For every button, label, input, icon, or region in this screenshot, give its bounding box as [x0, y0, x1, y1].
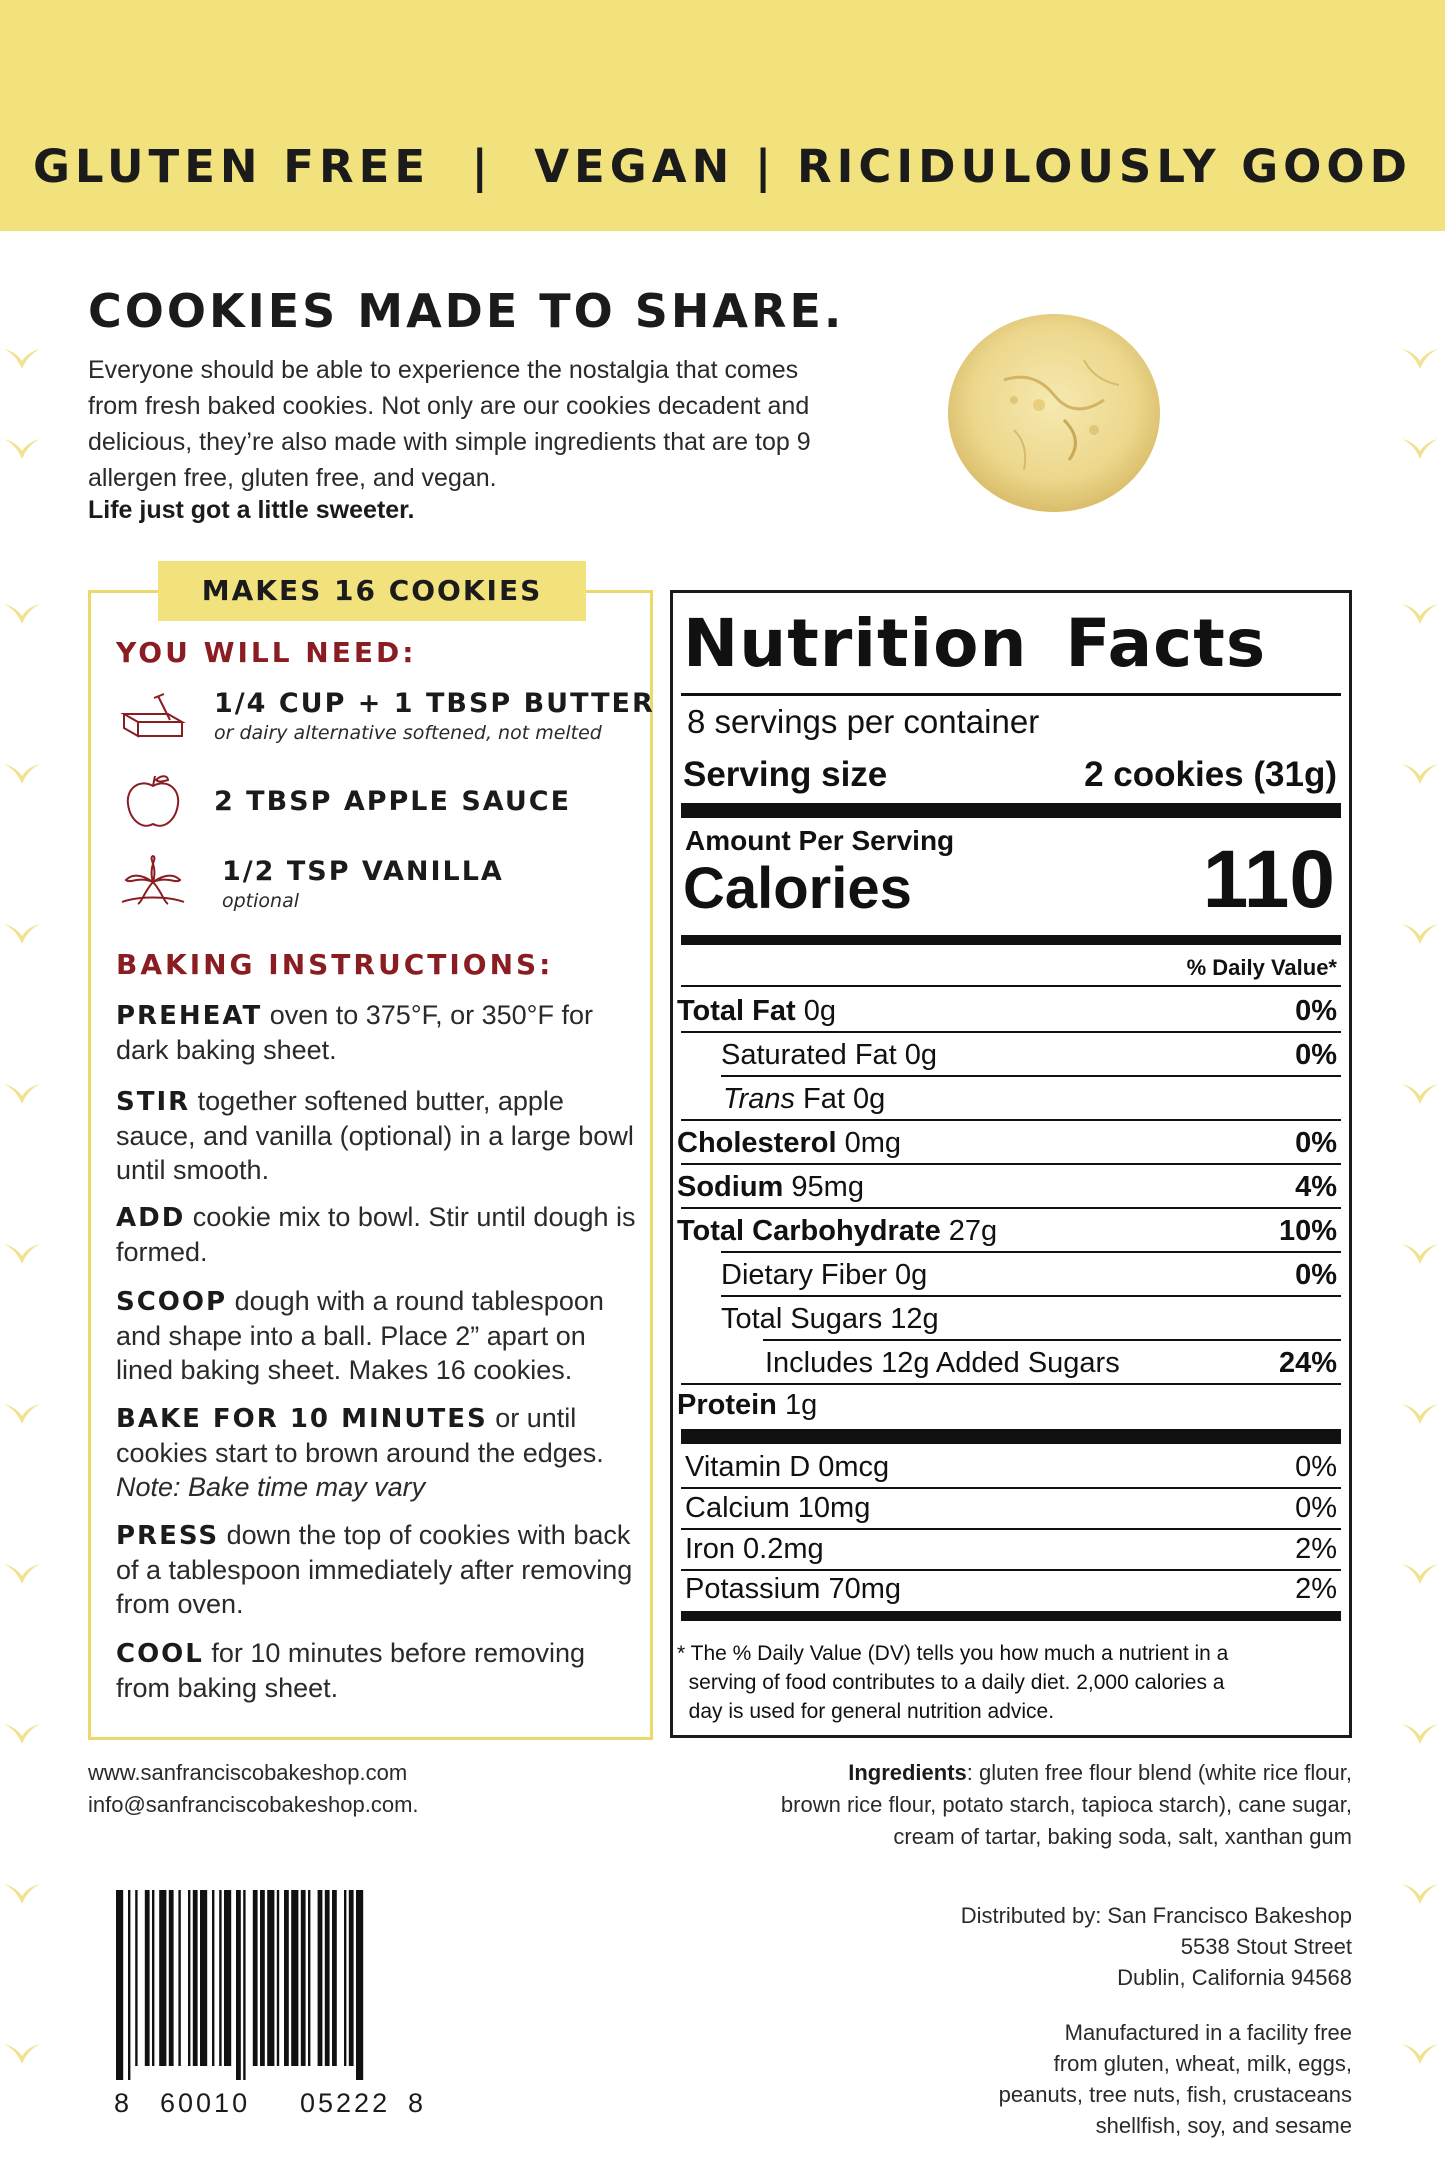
chevron-decoration-icon: [2, 1720, 42, 1746]
website-link[interactable]: www.sanfranciscobakeshop.com: [88, 1760, 408, 1785]
chevron-decoration-icon: [2, 1080, 42, 1106]
serving-size-row: Serving size 2 cookies (31g): [683, 755, 1337, 794]
intro-tagline: Life just got a little sweeter.: [88, 496, 415, 524]
chevron-decoration-icon: [1400, 435, 1440, 461]
chevron-decoration-icon: [1400, 2040, 1440, 2066]
chevron-decoration-icon: [1400, 920, 1440, 946]
page-title: COOKIES MADE TO SHARE.: [88, 284, 845, 338]
barcode-bar: [169, 1890, 174, 2066]
nutrition-facts-panel: Nutrition Facts 8 servings per container Serving size 2 cookies (31g) Amount Per Serving Calories 110 % Daily Value* Total Fat 0g 0% Saturated Fat 0g 0% Trans Fat 0g Cholesterol 0mg 0% Sodium 95mg 4% Total Carbohydrate 27g 10% Dietary Fiber 0g 0% Total Sugars 12g Includes 12g Added Sugars 24% Protein 1g Vitamin D 0mcg 0% Calcium 10mg 0% Iron 0.2mg 2% Potassium 70mg 2% * The % Daily Value (DV) tells you how much a nutrient in a serving of food contributes to a daily diet. 2,000 calories a day is used for general nutrition advice.: [670, 590, 1352, 1738]
barcode-bar: [332, 1890, 337, 2066]
barcode-lead-digit: 8: [114, 2088, 133, 2118]
barcode-bar: [253, 1890, 258, 2066]
barcode-bar: [188, 1890, 190, 2066]
trans-fat-row: Trans Fat 0g: [723, 1083, 886, 1115]
barcode-bar: [128, 1890, 130, 2080]
barcode-check-digit: 8: [408, 2088, 427, 2118]
barcode-bar: [159, 1890, 166, 2066]
barcode-bar: [318, 1890, 323, 2066]
butter-icon: [118, 686, 188, 746]
barcode-bar: [349, 1890, 354, 2066]
barcode-bar: [135, 1890, 137, 2066]
barcode-bar: [145, 1890, 150, 2066]
barcode-right-group: 05222: [300, 2088, 391, 2118]
daily-value-footnote: * The % Daily Value (DV) tells you how much a nutrient in a serving of food contributes to a daily diet. 2,000 calories a day is used for general nutrition advice.: [677, 1642, 1229, 1723]
chevron-decoration-icon: [2, 435, 42, 461]
saturated-fat-row: Saturated Fat 0g 0%: [721, 1039, 1337, 1071]
nutrition-title: Nutrition Facts: [683, 605, 1267, 682]
chevron-decoration-icon: [1400, 1880, 1440, 1906]
chevron-decoration-icon: [2, 1240, 42, 1266]
barcode-bar: [356, 1890, 363, 2080]
step-bake: BAKE FOR 10 MINUTES or until cookies start to brown around the edges. Note: Bake time may vary: [116, 1403, 604, 1502]
calories-value: 110: [1202, 834, 1335, 925]
calcium-row: Calcium 10mg 0%: [685, 1492, 1337, 1524]
barcode-bar: [308, 1890, 310, 2066]
cookie-image: [944, 310, 1164, 515]
step-scoop: SCOOP dough with a round tablespoon and shape into a ball. Place 2” apart on lined baking sheet. Makes 16 cookies.: [116, 1286, 604, 1385]
vanilla-icon: [118, 852, 188, 912]
chevron-decoration-icon: [1400, 760, 1440, 786]
ingredient-apple-sauce: 2 TBSP APPLE SAUCE: [214, 786, 572, 817]
barcode-bar: [260, 1890, 265, 2066]
email-link[interactable]: info@sanfranciscobakeshop.com.: [88, 1792, 419, 1817]
barcode-bar: [284, 1890, 289, 2066]
sodium-row: Sodium 95mg 4%: [677, 1171, 1337, 1203]
barcode-bar: [291, 1890, 298, 2066]
chevron-decoration-icon: [1400, 1240, 1440, 1266]
barcode-bar: [236, 1890, 241, 2080]
protein-row: Protein 1g: [677, 1389, 818, 1421]
iron-row: Iron 0.2mg 2%: [685, 1533, 1337, 1565]
barcode-bar: [325, 1890, 330, 2066]
barcode: [112, 1890, 432, 2120]
apple-icon: [118, 772, 188, 832]
allergen-facility-statement: Manufactured in a facility free from gluten, wheat, milk, eggs, peanuts, tree nuts, fish, crustaceans shellfish, soy, and sesame: [998, 2020, 1352, 2138]
chevron-decoration-icon: [2, 1400, 42, 1426]
top-banner: [0, 0, 1445, 231]
barcode-bar: [301, 1890, 306, 2066]
barcode-bar: [219, 1890, 221, 2066]
barcode-bar: [344, 1890, 346, 2066]
total-sugars-row: Total Sugars 12g: [721, 1303, 939, 1335]
chevron-decoration-icon: [1400, 600, 1440, 626]
distributor-address: Distributed by: San Francisco Bakeshop 5538 Stout Street Dublin, California 94568: [960, 1903, 1352, 1990]
chevron-decoration-icon: [1400, 1400, 1440, 1426]
step-add: ADD cookie mix to bowl. Stir until dough is formed.: [116, 1202, 636, 1267]
barcode-bar: [116, 1890, 123, 2080]
barcode-bar: [152, 1890, 154, 2066]
barcode-bar: [178, 1890, 180, 2066]
barcode-bar: [267, 1890, 274, 2066]
ingredient-butter-note: or dairy alternative softened, not melted: [214, 722, 602, 744]
barcode-left-group: 60010: [160, 2088, 251, 2118]
barcode-bar: [212, 1890, 214, 2066]
makes-count-tab: MAKES 16 COOKIES: [158, 561, 586, 621]
chevron-decoration-icon: [2, 2040, 42, 2066]
step-stir: STIR together softened butter, apple sauce, and vanilla (optional) in a large bowl until smooth.: [116, 1086, 634, 1185]
rule: [681, 693, 1341, 696]
chevron-decoration-icon: [1400, 1720, 1440, 1746]
chevron-decoration-icon: [2, 920, 42, 946]
intro-paragraph: Everyone should be able to experience the nostalgia that comes from fresh baked cookies. Not only are our cookies decadent and delicious, they’re also made with simple ingredients that are top 9 allergen free, gluten free, and vegan.: [88, 356, 811, 492]
barcode-bar: [224, 1890, 231, 2066]
barcode-bar: [200, 1890, 207, 2066]
cholesterol-row: Cholesterol 0mg 0%: [677, 1127, 1337, 1159]
chevron-decoration-icon: [2, 345, 42, 371]
ingredient-vanilla-note: optional: [222, 890, 300, 912]
potassium-row: Potassium 70mg 2%: [685, 1573, 1337, 1605]
chevron-decoration-icon: [1400, 1080, 1440, 1106]
chevron-decoration-icon: [2, 600, 42, 626]
ingredient-butter: 1/4 CUP + 1 TBSP BUTTER: [214, 688, 655, 719]
total-carbohydrate-row: Total Carbohydrate 27g 10%: [677, 1215, 1337, 1247]
chevron-decoration-icon: [1400, 345, 1440, 371]
chevron-decoration-icon: [2, 760, 42, 786]
ingredients-list: Ingredients: gluten free flour blend (white rice flour, brown rice flour, potato starch, tapioca starch), cane sugar, cream of tartar, baking soda, salt, xanthan gum: [780, 1760, 1352, 1849]
contact-info: [88, 1757, 419, 1821]
barcode-bar: [193, 1890, 198, 2066]
total-fat-row: Total Fat 0g 0%: [677, 995, 1337, 1027]
ingredient-vanilla: 1/2 TSP VANILLA: [222, 856, 504, 887]
baking-instructions-heading: BAKING INSTRUCTIONS:: [116, 948, 554, 981]
dietary-fiber-row: Dietary Fiber 0g 0%: [721, 1259, 1337, 1291]
calories-label: Calories: [683, 856, 912, 921]
vitamin-d-row: Vitamin D 0mcg 0%: [685, 1451, 1337, 1483]
added-sugars-row: Includes 12g Added Sugars 24%: [765, 1347, 1337, 1379]
step-preheat: PREHEAT oven to 375°F, or 350°F for dark baking sheet.: [116, 1000, 593, 1065]
barcode-bar: [243, 1890, 245, 2080]
barcode-bar: [277, 1890, 279, 2066]
chevron-decoration-icon: [1400, 1560, 1440, 1586]
servings-per-container: 8 servings per container: [687, 703, 1040, 740]
chevron-decoration-icon: [2, 1880, 42, 1906]
amount-per-serving: Amount Per Serving: [685, 825, 955, 856]
step-press: PRESS down the top of cookies with back of a tablespoon immediately after removing from oven.: [116, 1520, 633, 1619]
you-will-need-heading: YOU WILL NEED:: [116, 636, 417, 669]
banner-tagline: GLUTEN FREE | VEGAN | RICIDULOUSLY GOOD: [32, 140, 1413, 193]
step-cool: COOL for 10 minutes before removing from baking sheet.: [116, 1638, 586, 1703]
chevron-decoration-icon: [2, 1560, 42, 1586]
